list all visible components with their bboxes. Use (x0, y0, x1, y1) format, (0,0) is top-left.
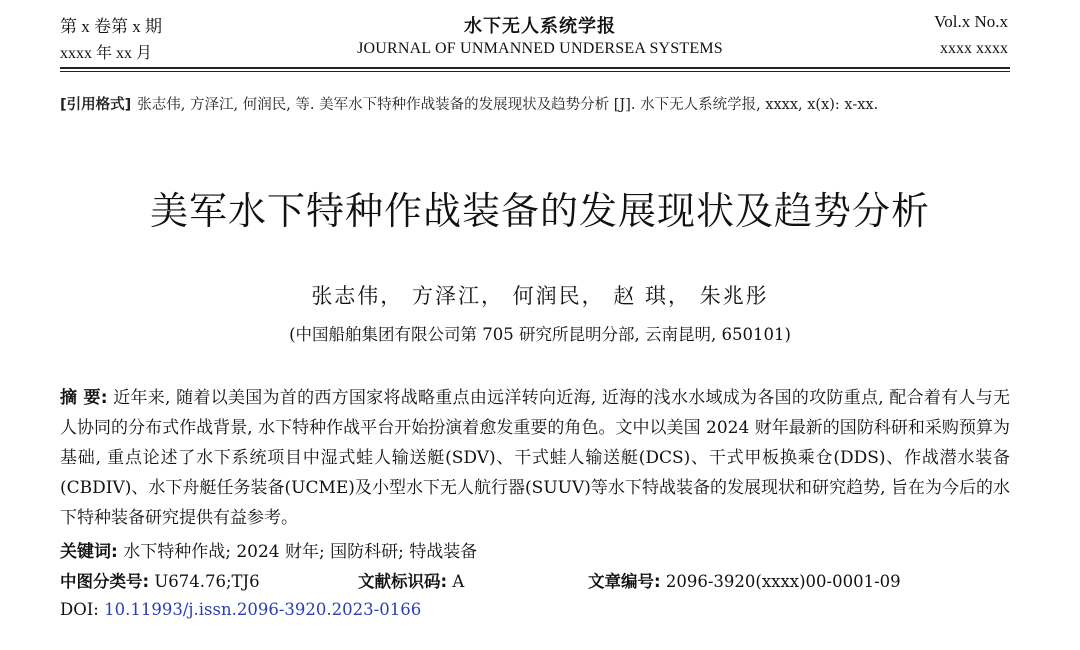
author-list: 张志伟， 方泽江， 何润民， 赵 琪， 朱兆彤 (311, 284, 769, 308)
document-code-label: 文献标识码: (358, 572, 448, 591)
date-en: xxxx xxxx (940, 40, 1008, 57)
journal-header (0, 0, 1080, 72)
article-number-value: 2096-3920(xxxx)00-0001-09 (660, 572, 901, 591)
keywords-label: 关键词: (60, 542, 118, 562)
abstract-label: 摘 要: (60, 388, 108, 408)
header-rule-thin (60, 71, 1010, 72)
clc-value: U674.76;TJ6 (149, 572, 260, 591)
document-code-value: A (447, 572, 465, 591)
article-number-label: 文章编号: (588, 572, 661, 591)
doi-link[interactable]: 10.11993/j.issn.2096-3920.2023-0166 (104, 600, 422, 619)
citation-label: [引用格式] (60, 97, 132, 113)
abstract (60, 383, 1010, 533)
keywords-text: 水下特种作战; 2024 财年; 国防科研; 特战装备 (117, 542, 478, 562)
document-code (358, 568, 464, 592)
journal-title-en: JOURNAL OF UNMANNED UNDERSEA SYSTEMS (357, 40, 723, 57)
volume-issue-cn: 第 x 卷第 x 期 (60, 17, 162, 36)
journal-title-cn: 水下无人系统学报 (464, 16, 616, 36)
header-rule (60, 67, 1010, 69)
citation-format (60, 93, 1010, 117)
keywords (60, 537, 477, 562)
doi-label: DOI: (60, 600, 99, 619)
article-number (588, 568, 901, 592)
paper-title: 美军水下特种作战装备的发展现状及趋势分析 (149, 189, 930, 233)
doi-line (60, 600, 421, 619)
clc-number (60, 568, 260, 592)
abstract-text: 近年来, 随着以美国为首的西方国家将战略重点由远洋转向近海, 近海的浅水水域成为各国的攻防重点, 配合着有人与无人协同的分布式作战背景, 水下特种作战平台开始扮演着愈发重要的角色。文中以美国 2024 财年最新的国防科研和采购预算为基础, 重点论述了水下系统项目中湿式蛙人输送艇(SDV)、干式蛙人输送艇(DCS)、干式甲板换乘仓(DDS)、作战潜水装备(CBDIV)、水下舟艇任务装备(UCME)及小型水下无人航行器(SUUV)等水下特战装备的发展现状和研究趋势, 旨在为今后的水下特种装备研究提供有益参考。 (60, 388, 1010, 528)
clc-label: 中图分类号: (60, 572, 150, 591)
date-cn: xxxx 年 xx 月 (60, 45, 153, 62)
affiliation: (中国船舶集团有限公司第 705 研究所昆明分部, 云南昆明, 650101) (289, 325, 791, 344)
volume-issue-en: Vol.x No.x (934, 12, 1008, 31)
citation-text: 张志伟, 方泽江, 何润民, 等. 美军水下特种作战装备的发展现状及趋势分析 [J]. 水下无人系统学报, xxxx, x(x): x-xx. (137, 97, 879, 113)
